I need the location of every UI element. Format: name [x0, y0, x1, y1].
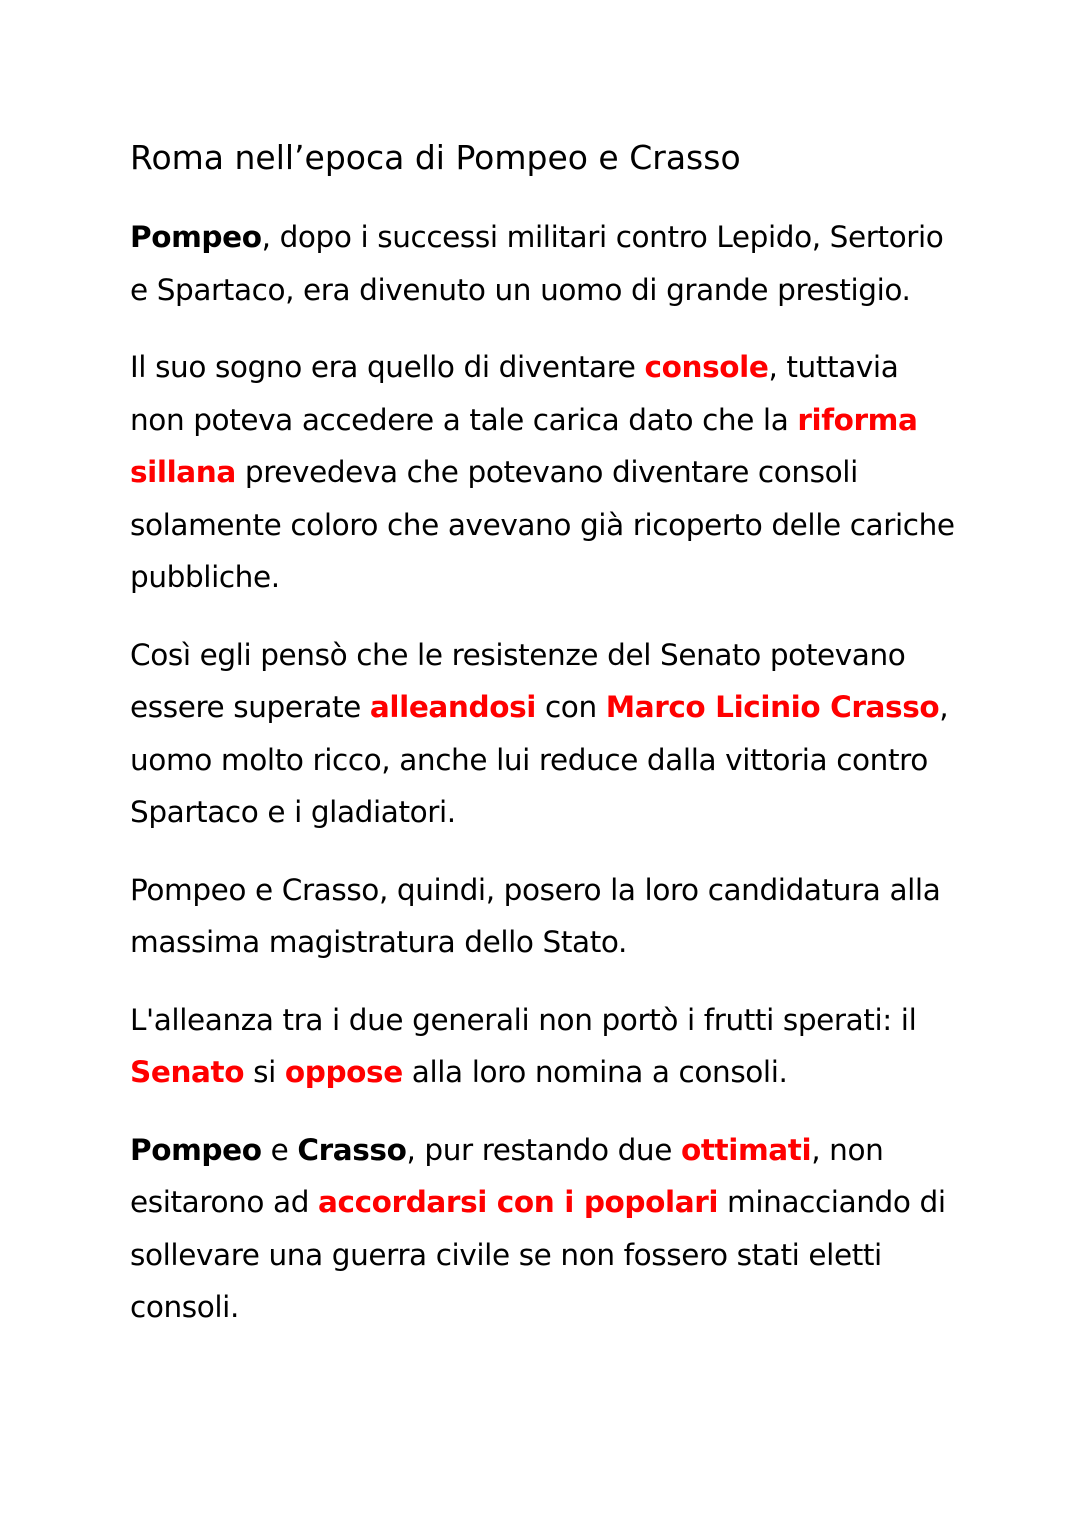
text-run: L'alleanza tra i due generali non portò i frutti sperati: il [130, 1002, 926, 1037]
highlight-term: console [644, 350, 769, 384]
text-run: prevedeva che potevano diventare consoli solamente coloro che avevano già ricoperto delle cariche pubbliche. [130, 455, 964, 594]
paragraph-5 [130, 994, 960, 1099]
text-run: Così egli pensò che le resistenze del Senato potevano essere superate [130, 637, 915, 724]
text-run: Pompeo [130, 1132, 262, 1167]
paragraph-2 [130, 341, 964, 604]
text-run: , pur restando due [406, 1132, 681, 1167]
text-run: Il suo sogno era quello di diventare [130, 350, 645, 384]
text-run: Pompeo [130, 220, 262, 254]
document-page [130, 136, 964, 1359]
text-run: , uomo molto ricco, anche lui reduce dalla vittoria contro Spartaco e i gladiatori. [130, 690, 958, 829]
highlight-term: Marco Licinio Crasso [605, 690, 940, 724]
highlight-term: riforma sillana [130, 402, 928, 489]
text-run: con [536, 690, 606, 724]
text-run: si [244, 1055, 285, 1089]
text-run: , dopo i successi militari contro Lepido, Sertorio e Spartaco, era divenuto un uomo di grande prestigio. [130, 220, 953, 307]
text-run: minacciando di sollevare una guerra civile se non fossero stati eletti consoli. [130, 1185, 955, 1324]
paragraph-3 [130, 629, 960, 839]
text-run: Pompeo e Crasso, quindi, posero la loro candidatura alla massima magistratura dello Stato. [130, 872, 950, 959]
text-run: alla loro nomina a consoli. [402, 1055, 788, 1089]
text-run: , non esitarono ad [130, 1132, 893, 1219]
document-title: Roma nell’epoca di Pompeo e Crasso [130, 138, 741, 177]
highlight-term: Senato [130, 1055, 245, 1089]
highlight-term: accordarsi con i popolari [318, 1185, 719, 1219]
text-run: Crasso [297, 1132, 407, 1167]
paragraph-4 [130, 864, 960, 969]
paragraph-6 [130, 1124, 960, 1334]
text-run: e [261, 1132, 298, 1167]
text-run: , tuttavia non poteva accedere a tale carica dato che la [130, 350, 908, 437]
highlight-term: oppose [284, 1055, 403, 1089]
paragraph-1 [130, 211, 960, 316]
highlight-term: alleandosi [369, 690, 536, 724]
highlight-term: ottimati [680, 1132, 812, 1167]
